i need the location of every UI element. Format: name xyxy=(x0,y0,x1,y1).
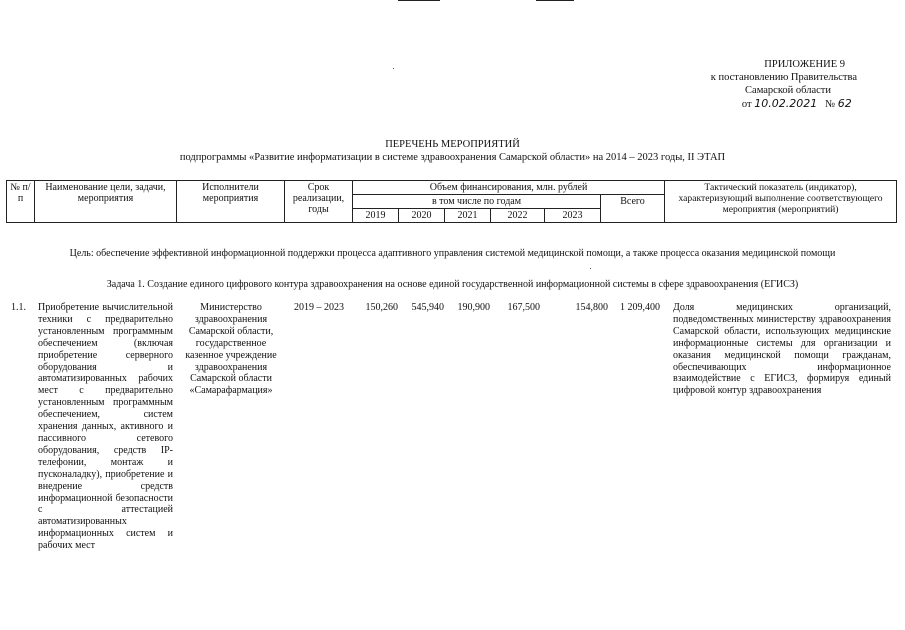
row-value-2023: 154,800 xyxy=(575,302,608,313)
document-subtitle: подпрограммы «Развитие информатизации в системе здравоохранения Самарской области» на 2014 – 2023 годы, II ЭТАП xyxy=(179,152,726,163)
header-year: 2023 xyxy=(545,209,601,223)
goal-row: Цель: обеспечение эффективной информационной поддержки процесса адаптивного управления системой медицинской помощи, а также процесса оказания медицинской помощи xyxy=(69,248,836,259)
appendix-date-line xyxy=(667,97,857,111)
activities-table-header xyxy=(6,180,897,223)
number-prefix: № xyxy=(825,99,836,110)
header-term: Срок реализации, годы xyxy=(285,181,353,223)
header-year: 2020 xyxy=(399,209,445,223)
row-value-2019: 150,260 xyxy=(365,302,398,313)
row-term: 2019 – 2023 xyxy=(294,302,344,313)
header-by-years: в том числе по годам xyxy=(353,195,601,209)
scan-mark xyxy=(536,0,574,1)
row-value-total: 1 209,400 xyxy=(620,302,660,313)
appendix-block xyxy=(667,58,857,111)
header-year: 2019 xyxy=(353,209,399,223)
header-name: Наименование цели, задачи, мероприятия xyxy=(35,181,177,223)
document-title: ПЕРЕЧЕНЬ МЕРОПРИЯТИЙ xyxy=(385,139,520,150)
header-num: № п/п xyxy=(7,181,35,223)
row-value-2020: 545,940 xyxy=(411,302,444,313)
date-prefix: от xyxy=(741,99,752,110)
header-indicator: Тактический показатель (индикатор), характеризующий выполнение соответствующего мероприятия (мероприятий) xyxy=(665,181,897,223)
appendix-title: ПРИЛОЖЕНИЕ 9 xyxy=(764,59,845,70)
header-funding: Объем финансирования, млн. рублей xyxy=(353,181,665,195)
row-indicator: Доля медицинских организаций, подведомственных министерству здравоохранения Самарской области, использующих медицинские информационные системы для организации и оказания медицинской помощи гражданам, обеспечивающих информационное взаимодействие с ЕГИСЗ, формируя единый цифровой контур здравоохранения xyxy=(673,302,891,397)
header-executors: Исполнители мероприятия xyxy=(177,181,285,223)
row-value-2022: 167,500 xyxy=(507,302,540,313)
handwritten-date: 10.02.2021 xyxy=(754,97,818,110)
scan-speck xyxy=(590,268,591,269)
header-total: Всего xyxy=(601,195,665,223)
row-value-2021: 190,900 xyxy=(457,302,490,313)
row-number: 1.1. xyxy=(11,302,26,313)
header-year: 2021 xyxy=(445,209,491,223)
task-row: Задача 1. Создание единого цифрового контура здравоохранения на основе единой государственной информационной системы в сфере здравоохранения (ЕГИСЗ) xyxy=(106,279,799,290)
header-year: 2022 xyxy=(491,209,545,223)
handwritten-number: 62 xyxy=(837,97,852,110)
row-executors: Министерство здравоохранения Самарской области, государственное казенное учреждение здравоохранения Самарской области «Самарафармация» xyxy=(185,302,277,397)
row-activity-name: Приобретение вычислительной техники с предварительно установленным программным обеспечением (включая приобретение серверного оборудования и автоматизированных рабочих мест с предварительно установленным программным обеспечением, систем хранения данных, активного и пассивного сетевого оборудования, средств IP-телефонии, монтаж и пусконаладку), приобретение и внедрение средств информационной безопасности с аттестацией автоматизированных информационных систем и рабочих мест xyxy=(38,302,173,552)
document-title-block xyxy=(0,138,905,164)
appendix-line2: Самарской области xyxy=(745,85,831,96)
scan-mark xyxy=(398,0,440,1)
appendix-line1: к постановлению Правительства xyxy=(710,72,857,83)
scan-speck xyxy=(393,68,394,69)
